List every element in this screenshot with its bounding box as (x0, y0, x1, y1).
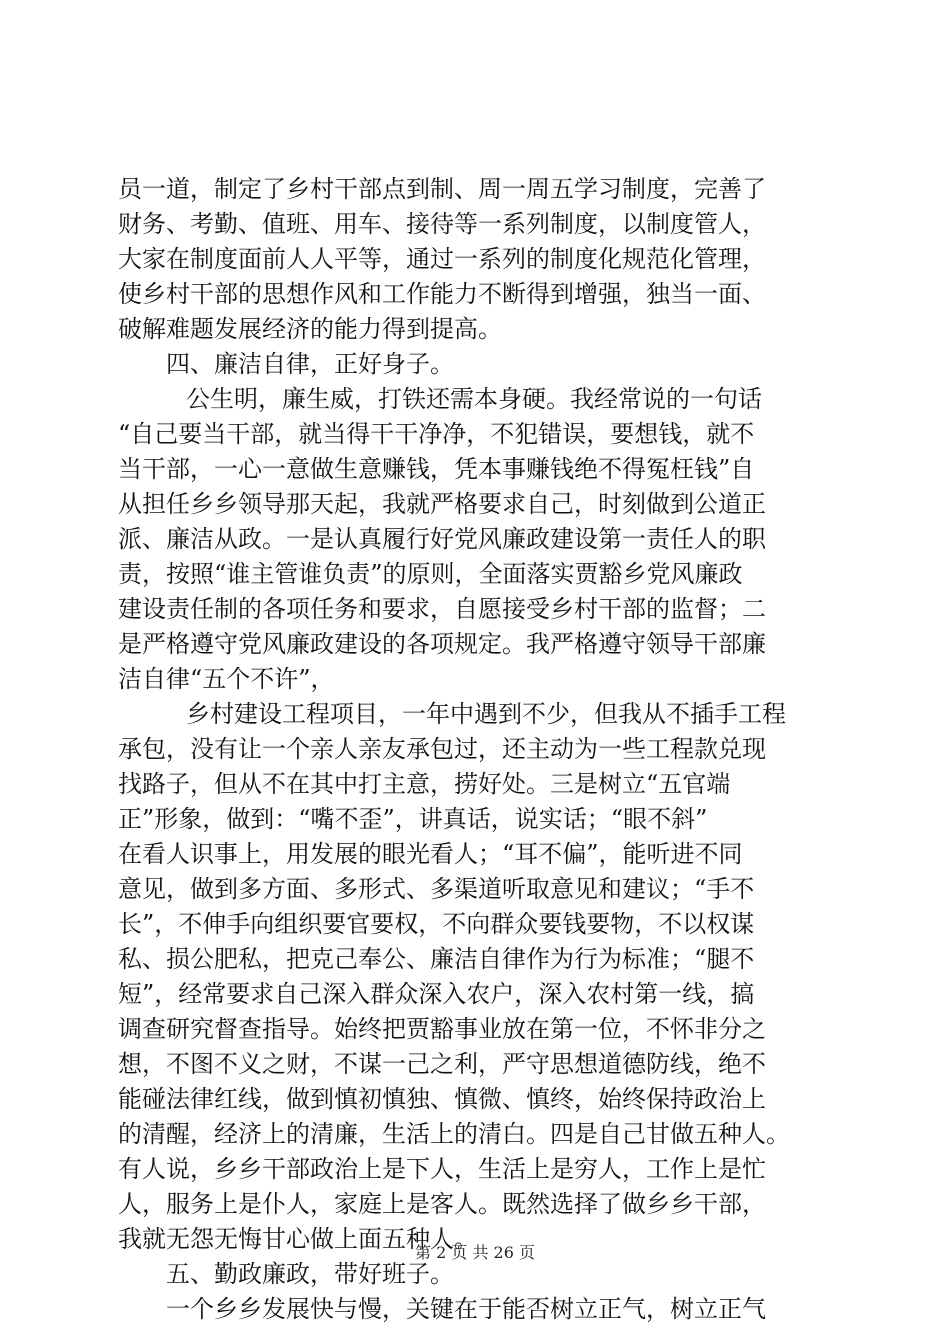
text-line: 派、廉洁从政。一是认真履行好党风廉政建设第一责任人的职 (118, 525, 766, 553)
text-line: 正”形象，做到：“嘴不歪”，讲真话，说实话；“眼不斜” (118, 805, 708, 833)
text-line: 五、勤政廉政，带好班子。 (166, 1260, 454, 1288)
text-line: 私、损公肥私，把克己奉公、廉洁自律作为行为标准；“腿不 (118, 945, 755, 973)
text-line: 能碰法律红线，做到慎初慎独、慎微、慎终，始终保持政治上 (118, 1085, 766, 1113)
text-line: 破解难题发展经济的能力得到提高。 (118, 315, 502, 343)
text-line: 责，按照“谁主管谁负责”的原则，全面落实贾豁乡党风廉政 (118, 560, 743, 588)
text-line: 当干部，一心一意做生意赚钱，凭本事赚钱绝不得冤枉钱”自 (118, 455, 755, 483)
text-line: 意见，做到多方面、多形式、多渠道听取意见和建议；“手不 (118, 875, 755, 903)
text-line: 想，不图不义之财，不谋一己之利，严守思想道德防线，绝不 (118, 1050, 766, 1078)
text-line: 找路子，但从不在其中打主意，捞好处。三是树立“五官端 (118, 770, 731, 798)
text-line: 乡村建设工程项目，一年中遇到不少，但我从不插手工程 (186, 700, 786, 728)
text-line: 从担任乡乡领导那天起，我就严格要求自己，时刻做到公道正 (118, 490, 766, 518)
text-line: 长”，不伸手向组织要官要权，不向群众要钱要物，不以权谋 (118, 910, 755, 938)
text-line: 大家在制度面前人人平等，通过一系列的制度化规范化管理， (118, 245, 766, 273)
text-line: 四、廉洁自律，正好身子。 (166, 350, 454, 378)
document-body (118, 172, 858, 1327)
text-line: 承包，没有让一个亲人亲友承包过，还主动为一些工程款兑现 (118, 735, 766, 763)
text-line: 短”，经常要求自己深入群众深入农户，深入农村第一线，搞 (118, 980, 755, 1008)
text-line: 我就无怨无悔甘心做上面五种人。 (118, 1225, 478, 1253)
text-line: 的清醒，经济上的清廉，生活上的清白。四是自己甘做五种人。 (118, 1120, 790, 1148)
text-line: 一个乡乡发展快与慢，关键在于能否树立正气，树立正气 (166, 1295, 766, 1323)
text-line: 员一道，制定了乡村干部点到制、周一周五学习制度，完善了 (118, 175, 766, 203)
text-line: 有人说，乡乡干部政治上是下人，生活上是穷人，工作上是忙 (118, 1155, 766, 1183)
text-line: 建设责任制的各项任务和要求，自愿接受乡村干部的监督；二 (118, 595, 766, 623)
text-line: 调查研究督查指导。始终把贾豁事业放在第一位，不怀非分之 (118, 1015, 766, 1043)
text-line: 公生明，廉生威，打铁还需本身硬。我经常说的一句话 (186, 385, 762, 413)
text-line: 使乡村干部的思想作风和工作能力不断得到增强，独当一面、 (118, 280, 766, 308)
text-line: “自己要当干部，就当得干干净净，不犯错误，要想钱，就不 (118, 420, 755, 448)
page-footer: 第 2 页 共 26 页 (415, 1243, 535, 1262)
text-line: 是严格遵守党风廉政建设的各项规定。我严格遵守领导干部廉 (118, 630, 766, 658)
text-line: 洁自律“五个不许”， (118, 665, 335, 693)
text-line: 在看人识事上，用发展的眼光看人；“耳不偏”，能听进不同 (118, 840, 743, 868)
text-line: 人，服务上是仆人，家庭上是客人。既然选择了做乡乡干部， (118, 1190, 766, 1218)
text-line: 财务、考勤、值班、用车、接待等一系列制度，以制度管人， (118, 210, 766, 238)
